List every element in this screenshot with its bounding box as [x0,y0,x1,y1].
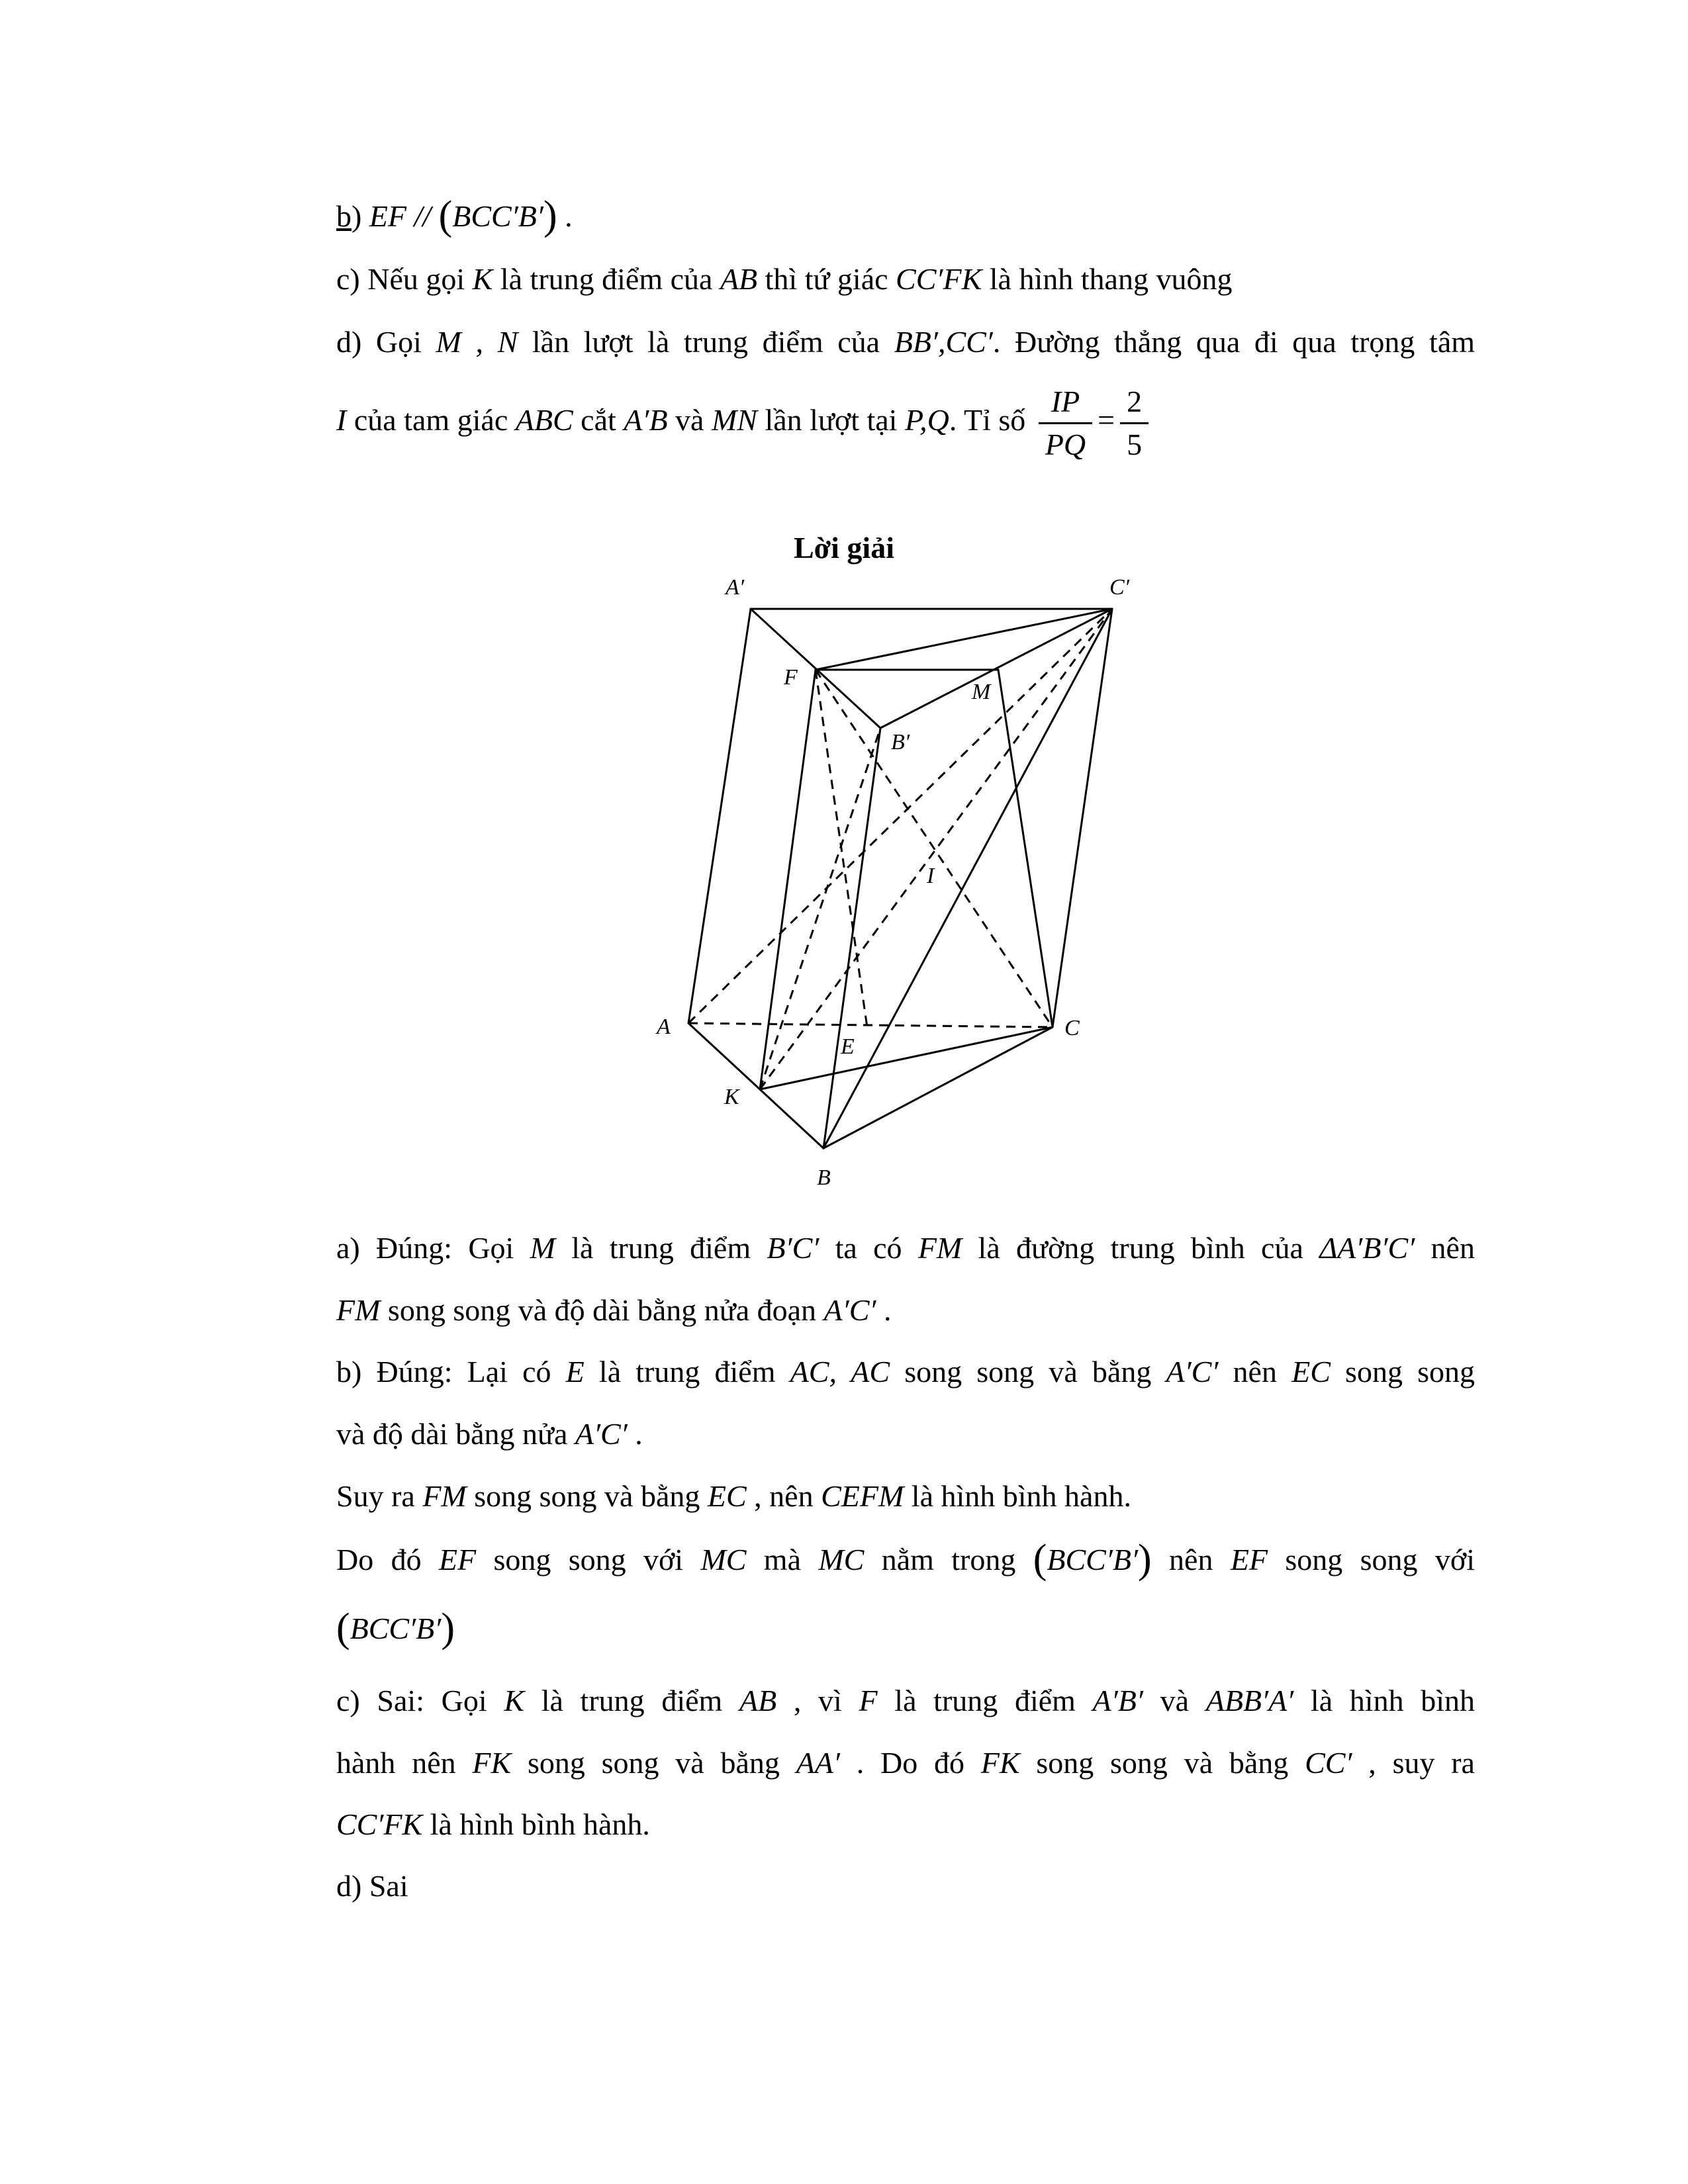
edge-kc1-hidden [760,609,1112,1089]
solution-c-line1: c) Sai: Gọi K là trung điểm AB , vì F là trung điểm A′B′ và ABB′A′ là hình bình [336,1684,1476,1717]
edge-aa1 [688,609,751,1023]
edge-fk [760,670,816,1089]
solution-b-line1: b) Đúng: Lại có E là trung điểm AC, AC song song và bằng A′C′ nên EC song song [336,1355,1476,1388]
edge-b1c1 [880,609,1112,728]
label-b-prime: B′ [891,730,910,754]
statement-d: d) Gọi M , N lần lượt là trung điểm của BB′,CC′. Đường thẳng qua đi qua trọng tâm [336,325,1476,359]
edge-fc-hidden [816,670,1053,1027]
statement-b-label: b [336,199,352,233]
solution-a-line2: FM song song và độ dài bằng nửa đoạn A′C′ . [336,1293,892,1327]
edge-kc [760,1027,1053,1089]
label-i: I [927,864,935,888]
ratio-fraction: $\frac{IP}{PQ}$ [1039,381,1092,465]
edge-ac-hidden [688,1023,1053,1027]
label-c-prime: C′ [1109,575,1130,600]
edge-fe-hidden [816,670,867,1027]
statement-c: c) Nếu gọi K là trung điểm của AB thì tứ giác CC′FK là hình thang vuông [336,262,1233,296]
ratio-value: $\frac{2}{5}$ [1120,381,1149,465]
solution-do-do-line2: (BCC′B′) [336,1606,455,1651]
label-k: K [724,1085,739,1109]
edge-ab [688,1023,823,1148]
solution-title: Lời giải [794,531,894,565]
label-m: M [972,680,991,704]
edge-cc1 [1053,609,1112,1027]
edge-c1f [816,609,1112,670]
edge-bb1 [823,728,880,1148]
statement-d-continued: I của tam giác ABC cắt A′B và MN lần lượt tại P,Q. Tỉ số $\frac{IP}{PQ}$ = $\frac{2}{5}$ [336,377,1475,463]
solution-b-line2: và độ dài bằng nửa A′C′ . [336,1417,643,1451]
statement-b: b) EF // (BCC′B′) . [336,193,573,238]
label-f: F [784,665,798,690]
label-a: A [657,1015,671,1039]
solution-a-line1: a) Đúng: Gọi M là trung điểm B′C′ ta có FM là đường trung bình của ΔA′B′C′ nên [336,1231,1475,1265]
solution-d: d) Sai [336,1869,408,1903]
solution-c-line3: CC′FK là hình bình hành. [336,1807,650,1841]
solution-c-line2: hành nên FK song song và bằng AA′ . Do đó FK song song và bằng CC′ , suy ra [336,1746,1475,1780]
solution-suy-ra: Suy ra FM song song và bằng EC , nên CEFM là hình bình hành. [336,1479,1131,1513]
edge-a1b1 [751,609,880,728]
label-a-prime: A′ [726,575,745,600]
edge-kb1-hidden [760,728,880,1089]
edge-mc [998,670,1053,1027]
label-c: C [1064,1016,1080,1040]
solution-do-do-line1: Do đó EF song song với MC mà MC nằm trong (BCC′B′) nên EF song song với [336,1537,1475,1582]
label-b: B [817,1165,831,1190]
edge-bc [823,1027,1053,1148]
label-e: E [841,1034,855,1059]
edge-ac1-hidden [688,609,1112,1023]
